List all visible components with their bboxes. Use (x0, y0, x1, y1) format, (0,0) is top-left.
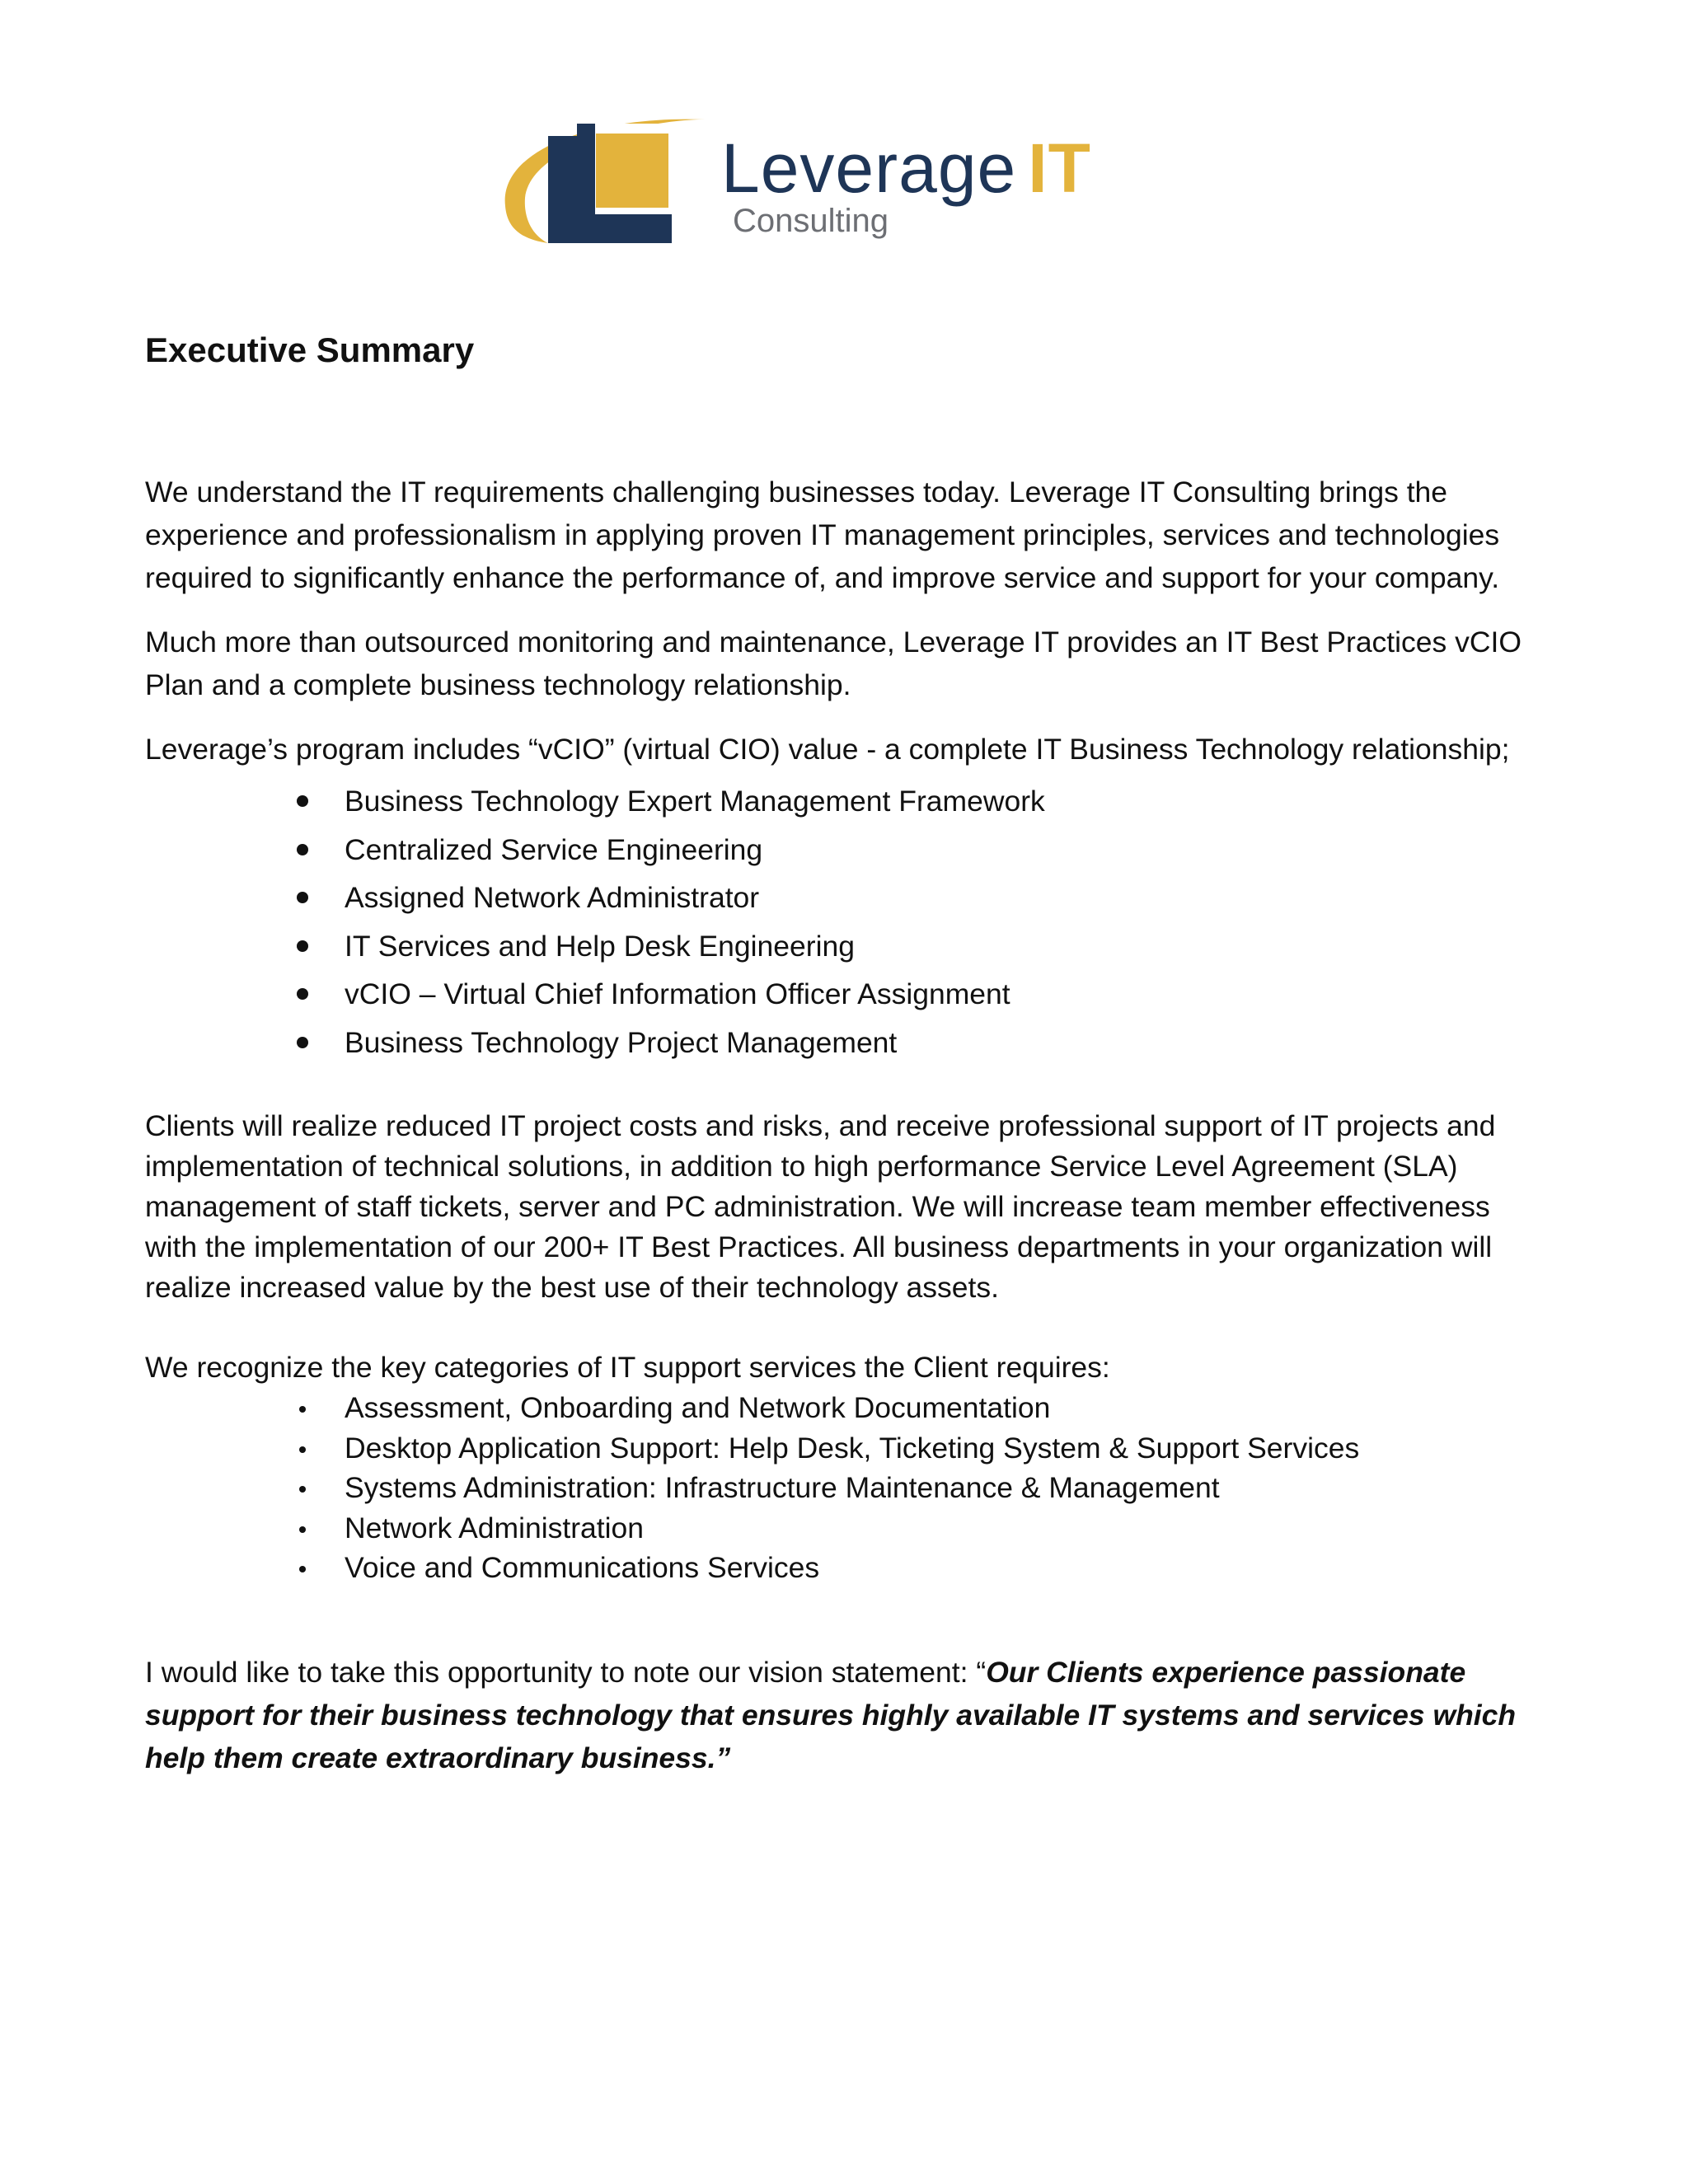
logo-wordmark (721, 129, 1091, 207)
list-item: vCIO – Virtual Chief Information Officer Assignment (145, 970, 1546, 1019)
program-list (145, 777, 1546, 1066)
paragraph-categories-intro: We recognize the key categories of IT support services the Client requires: (145, 1351, 1110, 1384)
list-item: Assigned Network Administrator (145, 874, 1546, 922)
list-item: Voice and Communications Services (145, 1548, 1546, 1588)
paragraph-benefits: Clients will realize reduced IT project costs and risks, and receive professional support of IT projects and implementation of technical solutions, in addition to high performance Service Level Agreement (SLA) management of staff tickets, server and PC administration. We will increase team member effectiveness with the implementation of our 200+ IT Best Practices. All business departments in your organization will realize increased value by the best use of their technology assets. (145, 1109, 1496, 1304)
page-title: Executive Summary (145, 330, 475, 369)
list-item: Business Technology Project Management (145, 1019, 1546, 1067)
list-item: Centralized Service Engineering (145, 826, 1546, 874)
list-item: Systems Administration: Infrastructure Maintenance & Management (145, 1468, 1546, 1508)
paragraph-vision (145, 1651, 1546, 1779)
paragraph-program: Leverage’s program includes “vCIO” (virtual CIO) value - a complete IT Business Technology relationship; (145, 733, 1510, 766)
list-item: Desktop Application Support: Help Desk, Ticketing System & Support Services (145, 1428, 1546, 1469)
logo-word-main: Leverage (721, 129, 1017, 207)
paragraph-intro: We understand the IT requirements challenging businesses today. Leverage IT Consulting brings the experience and professionalism in applying proven IT management principles, services and technologies required to significantly enhance the performance of, and improve service and support for your company. (145, 476, 1500, 594)
vision-statement: Our Clients experience passionate support for their business technology that ensures highly available IT systems and services which help them create extraordinary business.” (145, 1655, 1517, 1774)
list-item: Assessment, Onboarding and Network Documentation (145, 1388, 1546, 1428)
list-item: IT Services and Help Desk Engineering (145, 922, 1546, 971)
logo-subtitle: Consulting (733, 203, 889, 239)
support-categories-list (145, 1388, 1546, 1588)
document-body (145, 326, 1546, 1801)
company-logo (499, 99, 1092, 264)
paragraph-outsourced: Much more than outsourced monitoring and maintenance, Leverage IT provides an IT Best Practices vCIO Plan and a complete business technology relationship. (145, 626, 1522, 701)
list-item: Network Administration (145, 1508, 1546, 1549)
list-item: Business Technology Expert Management Framework (145, 777, 1546, 826)
logo-word-accent: IT (1028, 129, 1091, 207)
vision-lead: I would like to take this opportunity to note our vision statement: “ (145, 1655, 987, 1689)
